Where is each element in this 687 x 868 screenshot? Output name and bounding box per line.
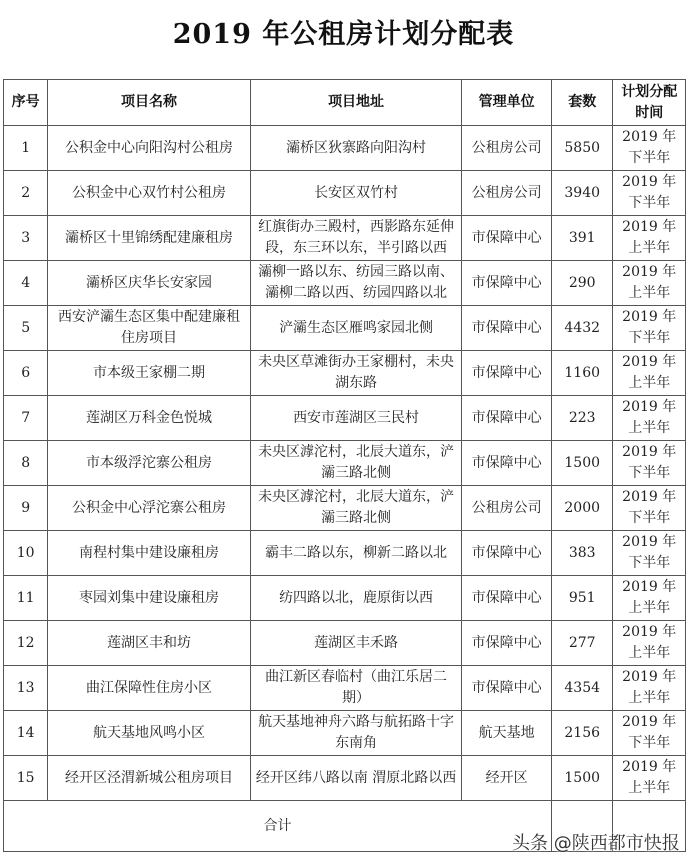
allocation-table: [3, 79, 686, 852]
cell-no: 9: [4, 486, 48, 531]
cell-time: 2019 年上半年: [613, 756, 686, 801]
cell-time: 2019 年上半年: [613, 351, 686, 396]
cell-address: 莲湖区丰禾路: [250, 621, 462, 666]
cell-count: 2156: [552, 711, 613, 756]
cell-unit: 市保障中心: [462, 621, 552, 666]
cell-address: 霸丰二路以东，柳新二路以北: [250, 531, 462, 576]
cell-name: 公积金中心向阳沟村公租房: [48, 126, 250, 171]
cell-address: 灞桥区狄寨路向阳沟村: [250, 126, 462, 171]
cell-time: 2019 年下半年: [613, 711, 686, 756]
cell-count: 4432: [552, 306, 613, 351]
cell-time: 2019 年上半年: [613, 666, 686, 711]
watermark: 头条 @陕西都市快报: [512, 833, 680, 854]
cell-time: 2019 年上半年: [613, 216, 686, 261]
table-row: [4, 306, 686, 351]
cell-name: 公积金中心双竹村公租房: [48, 171, 250, 216]
cell-count: 383: [552, 531, 613, 576]
cell-unit: 公租房公司: [462, 171, 552, 216]
cell-unit: 市保障中心: [462, 261, 552, 306]
cell-no: 3: [4, 216, 48, 261]
cell-name: 灞桥区庆华长安家园: [48, 261, 250, 306]
header-count: 套数: [552, 80, 613, 126]
cell-no: 10: [4, 531, 48, 576]
cell-name: 市本级浮沱寨公租房: [48, 441, 250, 486]
cell-no: 12: [4, 621, 48, 666]
cell-count: 5850: [552, 126, 613, 171]
cell-time: 2019 年下半年: [613, 531, 686, 576]
table-row: [4, 351, 686, 396]
cell-no: 8: [4, 441, 48, 486]
cell-count: 290: [552, 261, 613, 306]
cell-time: 2019 年上半年: [613, 621, 686, 666]
cell-address: 未央区滹沱村，北辰大道东，浐灞三路北侧: [250, 486, 462, 531]
cell-address: 航天基地神舟六路与航拓路十字东南角: [250, 711, 462, 756]
cell-time: 2019 年上半年: [613, 576, 686, 621]
cell-address: 未央区滹沱村，北辰大道东，浐灞三路北侧: [250, 441, 462, 486]
cell-no: 1: [4, 126, 48, 171]
cell-no: 6: [4, 351, 48, 396]
table-row: [4, 711, 686, 756]
cell-count: 391: [552, 216, 613, 261]
cell-time: 2019 年上半年: [613, 261, 686, 306]
cell-address: 未央区草滩街办王家棚村，未央湖东路: [250, 351, 462, 396]
cell-time: 2019 年上半年: [613, 396, 686, 441]
table-row: [4, 171, 686, 216]
cell-unit: 市保障中心: [462, 576, 552, 621]
table-row: [4, 486, 686, 531]
cell-name: 经开区泾渭新城公租房项目: [48, 756, 250, 801]
cell-count: 3940: [552, 171, 613, 216]
cell-name: 莲湖区丰和坊: [48, 621, 250, 666]
total-label: 合计: [4, 801, 552, 852]
cell-address: 曲江新区春临村（曲江乐居二期）: [250, 666, 462, 711]
cell-address: 西安市莲湖区三民村: [250, 396, 462, 441]
cell-time: 2019 年下半年: [613, 126, 686, 171]
cell-name: 莲湖区万科金色悦城: [48, 396, 250, 441]
cell-no: 13: [4, 666, 48, 711]
cell-address: 纺四路以北，鹿原街以西: [250, 576, 462, 621]
cell-no: 5: [4, 306, 48, 351]
cell-count: 277: [552, 621, 613, 666]
cell-no: 2: [4, 171, 48, 216]
cell-name: 市本级王家棚二期: [48, 351, 250, 396]
cell-count: 1500: [552, 756, 613, 801]
cell-unit: 市保障中心: [462, 216, 552, 261]
table-row: [4, 441, 686, 486]
table-row: [4, 666, 686, 711]
header-unit: 管理单位: [462, 80, 552, 126]
cell-name: 公积金中心浮沱寨公租房: [48, 486, 250, 531]
cell-unit: 市保障中心: [462, 306, 552, 351]
cell-time: 2019 年下半年: [613, 171, 686, 216]
cell-time: 2019 年下半年: [613, 441, 686, 486]
cell-unit: 公租房公司: [462, 126, 552, 171]
cell-address: 长安区双竹村: [250, 171, 462, 216]
cell-no: 4: [4, 261, 48, 306]
header-time: 计划分配时间: [613, 80, 686, 126]
table-row: [4, 126, 686, 171]
cell-no: 14: [4, 711, 48, 756]
cell-name: 航天基地风鸣小区: [48, 711, 250, 756]
header-address: 项目地址: [250, 80, 462, 126]
cell-count: 223: [552, 396, 613, 441]
table-row: [4, 756, 686, 801]
cell-unit: 市保障中心: [462, 351, 552, 396]
header-row: [4, 80, 686, 126]
cell-unit: 市保障中心: [462, 531, 552, 576]
cell-unit: 航天基地: [462, 711, 552, 756]
cell-count: 1160: [552, 351, 613, 396]
header-no: 序号: [4, 80, 48, 126]
cell-name: 灞桥区十里锦绣配建廉租房: [48, 216, 250, 261]
cell-name: 西安浐灞生态区集中配建廉租住房项目: [48, 306, 250, 351]
cell-address: 浐灞生态区雁鸣家园北侧: [250, 306, 462, 351]
table-row: [4, 396, 686, 441]
cell-unit: 市保障中心: [462, 441, 552, 486]
cell-unit: 经开区: [462, 756, 552, 801]
cell-time: 2019 年下半年: [613, 486, 686, 531]
cell-address: 经开区纬八路以南 渭原北路以西: [250, 756, 462, 801]
cell-unit: 公租房公司: [462, 486, 552, 531]
table-row: [4, 261, 686, 306]
cell-unit: 市保障中心: [462, 396, 552, 441]
cell-count: 4354: [552, 666, 613, 711]
cell-count: 951: [552, 576, 613, 621]
cell-unit: 市保障中心: [462, 666, 552, 711]
table-row: [4, 216, 686, 261]
cell-count: 2000: [552, 486, 613, 531]
table-row: [4, 621, 686, 666]
cell-no: 7: [4, 396, 48, 441]
cell-name: 枣园刘集中建设廉租房: [48, 576, 250, 621]
cell-no: 11: [4, 576, 48, 621]
page-title: 2019 年公租房计划分配表: [172, 19, 515, 50]
cell-no: 15: [4, 756, 48, 801]
cell-address: 红旗街办三殿村，西影路东延伸段，东三环以东，半引路以西: [250, 216, 462, 261]
table-row: [4, 531, 686, 576]
header-name: 项目名称: [48, 80, 250, 126]
cell-name: 曲江保障性住房小区: [48, 666, 250, 711]
cell-name: 南程村集中建设廉租房: [48, 531, 250, 576]
cell-count: 1500: [552, 441, 613, 486]
cell-address: 灞柳一路以东、纺园三路以南、灞柳二路以西、纺园四路以北: [250, 261, 462, 306]
cell-time: 2019 年下半年: [613, 306, 686, 351]
table-row: [4, 576, 686, 621]
